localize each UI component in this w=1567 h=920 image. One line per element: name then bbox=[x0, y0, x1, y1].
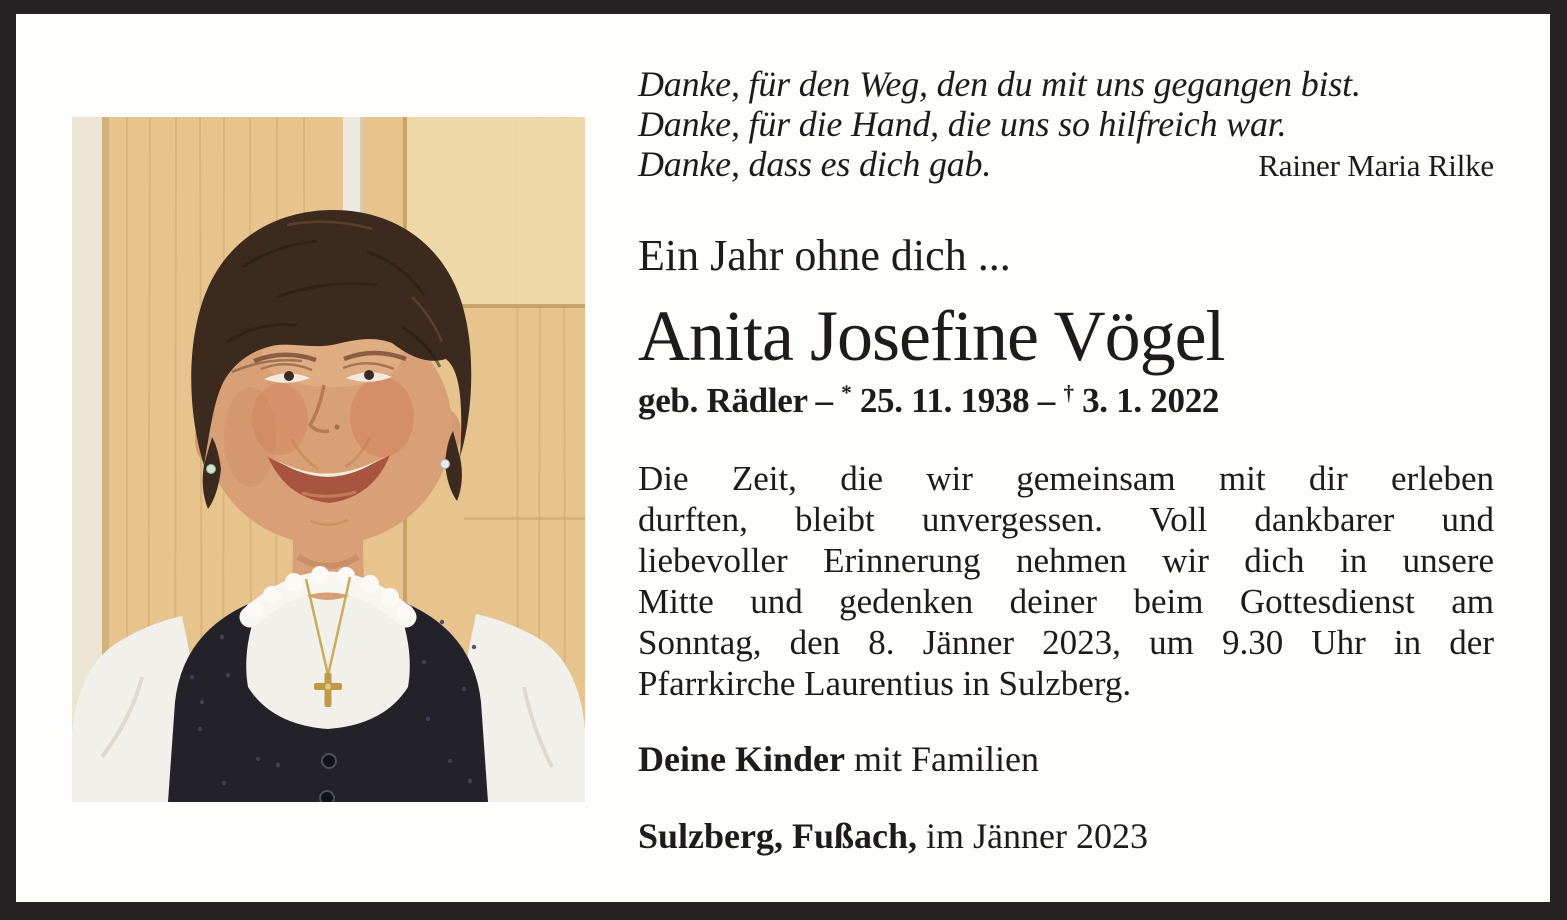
mourners-regular: mit Familien bbox=[844, 739, 1039, 779]
quote-attribution: Rainer Maria Rilke bbox=[1258, 148, 1494, 183]
mourners-bold: Deine Kinder bbox=[638, 739, 845, 779]
memorial-text-line: liebevoller Erinnerung nehmen wir dich in unsere bbox=[638, 541, 1494, 580]
death-date: 3. 1. 2022 bbox=[1073, 381, 1220, 420]
memorial-text-line: Die Zeit, die wir gemeinsam mit dir erleben bbox=[638, 459, 1494, 498]
quote-line-2: Danke, für die Hand, die uns so hilfreich war. bbox=[638, 104, 1287, 144]
vest-button-top bbox=[322, 754, 336, 768]
portrait-illustration bbox=[72, 117, 585, 802]
anniversary-line: Ein Jahr ohne dich ... bbox=[638, 231, 1011, 280]
quote-line-3-row bbox=[638, 144, 1494, 186]
memorial-text-line: Mitte und gedenken deiner beim Gottesdienst am bbox=[638, 582, 1494, 621]
deceased-name: Anita Josefine Vögel bbox=[638, 296, 1225, 376]
birth-star-symbol: * bbox=[841, 380, 852, 405]
memorial-text-line: durften, bleibt unvergessen. Voll dankbarer und bbox=[638, 500, 1494, 539]
date-regular: im Jänner 2023 bbox=[917, 816, 1149, 856]
obituary-card bbox=[16, 14, 1550, 902]
left-cheek-blush bbox=[252, 383, 308, 455]
portrait-photo bbox=[72, 117, 585, 802]
mourners-line bbox=[638, 739, 1494, 779]
vest-button-bottom bbox=[320, 791, 334, 802]
death-cross-symbol: † bbox=[1063, 380, 1074, 405]
left-earring bbox=[207, 465, 216, 474]
memorial-quote bbox=[638, 64, 1494, 186]
place-date-line bbox=[638, 816, 1494, 856]
lower-panel-seam bbox=[464, 517, 585, 520]
quote-line-3: Danke, dass es dich gab. bbox=[638, 144, 992, 184]
birth-date: 25. 11. 1938 – bbox=[851, 381, 1064, 420]
right-earring bbox=[441, 460, 450, 469]
place-bold: Sulzberg, Fußach, bbox=[638, 816, 918, 856]
memorial-text-line: Pfarrkirche Laurentius in Sulzberg. bbox=[638, 664, 1132, 703]
quote-line-1: Danke, für den Weg, den du mit uns gegangen bist. bbox=[638, 64, 1361, 104]
pendant-highlight bbox=[325, 684, 331, 690]
head bbox=[191, 210, 471, 545]
birth-death-line bbox=[638, 382, 1494, 420]
memorial-text-line: Sonntag, den 8. Jänner 2023, um 9.30 Uhr in der bbox=[638, 623, 1494, 662]
right-cheek-blush bbox=[350, 377, 414, 457]
memorial-text bbox=[638, 458, 1494, 704]
birth-name-prefix: geb. Rädler – bbox=[638, 381, 842, 420]
